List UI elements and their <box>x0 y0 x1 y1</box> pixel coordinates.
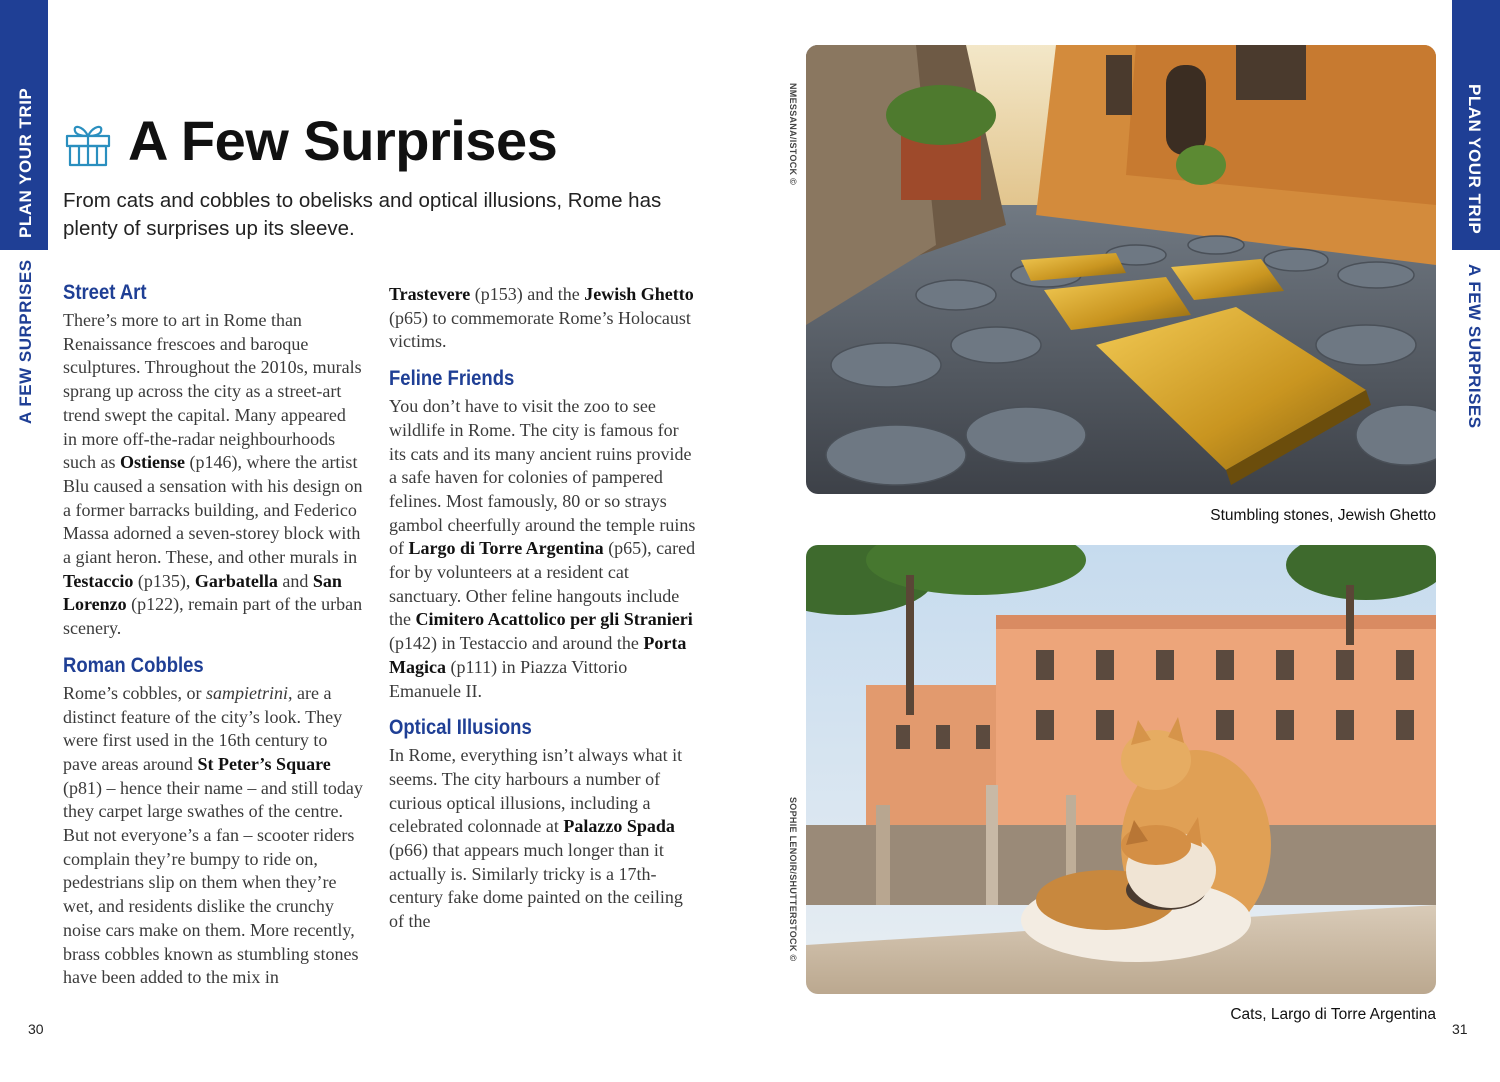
text-run: (p65) to commemorate Rome’s Holocaust victims. <box>389 307 691 352</box>
right-tab-label: PLAN YOUR TRIP <box>1465 84 1484 235</box>
text-run: are a distinct feature of the city’s look. They were first used in the 16th century to pave areas around <box>63 682 343 774</box>
heading-roman-cobbles: Roman Cobbles <box>63 653 204 677</box>
text-run: There’s more to art in Rome than Renaissance frescoes and baroque sculptures. Throughout the 2010s, murals sprang up across the city as a street-art trend swept the capital. Many appeared in more off-the-radar neighbourhoods such as <box>63 310 362 473</box>
right-section-label: A FEW SURPRISES <box>1465 264 1484 429</box>
optical-illusions-paragraph <box>389 744 697 934</box>
place-name: Cimitero Acattolico per gli Stranieri <box>415 609 693 630</box>
page-number-left: 30 <box>28 1021 44 1037</box>
text-run: (p111) in Piazza Vittorio Emanuele II. <box>389 656 628 701</box>
italic-term: sampietrini, <box>205 682 293 703</box>
place-name: St Peter’s Square <box>197 753 331 774</box>
place-name: Trastevere <box>389 284 471 304</box>
text-run: and <box>277 570 313 591</box>
credit-photo-2: SOPHIE LENOIR/SHUTTERSTOCK © <box>788 797 798 962</box>
roman-cobbles-continued <box>389 283 697 354</box>
text-run: (p66) that appears much longer than it actually is. Similarly tricky is a 17th-century fake dome painted on the ceiling of the <box>389 840 683 932</box>
place-name: Palazzo Spada <box>563 816 675 837</box>
place-name: Ostiense <box>120 452 185 473</box>
heading-optical-illusions: Optical Illusions <box>389 716 532 740</box>
place-name: Porta Magica <box>389 633 687 677</box>
text-run: In Rome, everything isn’t always what it seems. The city harbours a number of curious optical illusions, including a celebrated colonnade at <box>389 745 683 837</box>
text-run: Rome’s cobbles, or <box>63 682 206 703</box>
caption-photo-1: Stumbling stones, Jewish Ghetto <box>1210 507 1436 524</box>
text-run: You don’t have to visit the zoo to see wildlife in Rome. The city is famous for its cats and its many ancient ruins provide a safe haven for colonies of pampered felines. Most famously, 80 or so strays gambol cheerfully around the temple ruins of <box>389 396 696 559</box>
text-run: (p142) in Testaccio and around the <box>389 633 644 654</box>
place-name: Jewish Ghetto <box>584 284 694 304</box>
text-run: (p153) and the <box>470 284 585 304</box>
text-run: (p65), cared for by volunteers at a resident cat sanctuary. Other feline hangouts include the <box>389 538 696 630</box>
place-name: Largo di Torre Argentina <box>408 538 604 559</box>
text-run: (p81) – hence their name – and still today they carpet large swathes of the centre. But not everyone’s a fan – scooter riders complain they’re bumpy to ride on, pedestrians slip on them when they’re wet, and residents dislike the crunchy noise cars make on them. More recently, brass cobbles known as stumbling stones have been added to the mix in <box>63 777 363 988</box>
page-number-right: 31 <box>1452 1021 1468 1037</box>
roman-cobbles-paragraph <box>63 682 363 990</box>
credit-photo-1: NMESSANA/ISTOCK © <box>788 83 798 186</box>
heading-feline-friends: Feline Friends <box>389 367 515 391</box>
text-column-1 <box>63 280 363 1002</box>
text-run: (p135), <box>133 570 195 591</box>
place-name: Garbatella <box>194 570 278 591</box>
text-run: (p146), where the artist Blu caused a sensation with his design on a former barracks building, and Federico Massa adorned a seven-storey block with a giant heron. These, and other murals in <box>63 452 363 568</box>
photo-stumbling-stones <box>806 45 1436 494</box>
gift-icon <box>63 118 113 168</box>
heading-street-art: Street Art <box>63 281 147 304</box>
text-column-2 <box>389 283 697 946</box>
text-run: (p122), remain part of the urban scenery. <box>63 594 363 639</box>
left-section-label: A FEW SURPRISES <box>16 259 35 424</box>
feline-friends-paragraph <box>389 395 697 703</box>
place-name: San Lorenzo <box>63 570 342 615</box>
page-title: A Few Surprises <box>128 109 558 172</box>
intro-text: From cats and cobbles to obelisks and optical illusions, Rome has plenty of surprises up its sleeve. <box>63 189 662 240</box>
left-tab-label: PLAN YOUR TRIP <box>16 87 35 238</box>
photo-cats <box>806 545 1436 994</box>
place-name: Testaccio <box>63 570 134 591</box>
caption-photo-2: Cats, Largo di Torre Argentina <box>1230 1006 1436 1023</box>
street-art-paragraph <box>63 309 363 641</box>
